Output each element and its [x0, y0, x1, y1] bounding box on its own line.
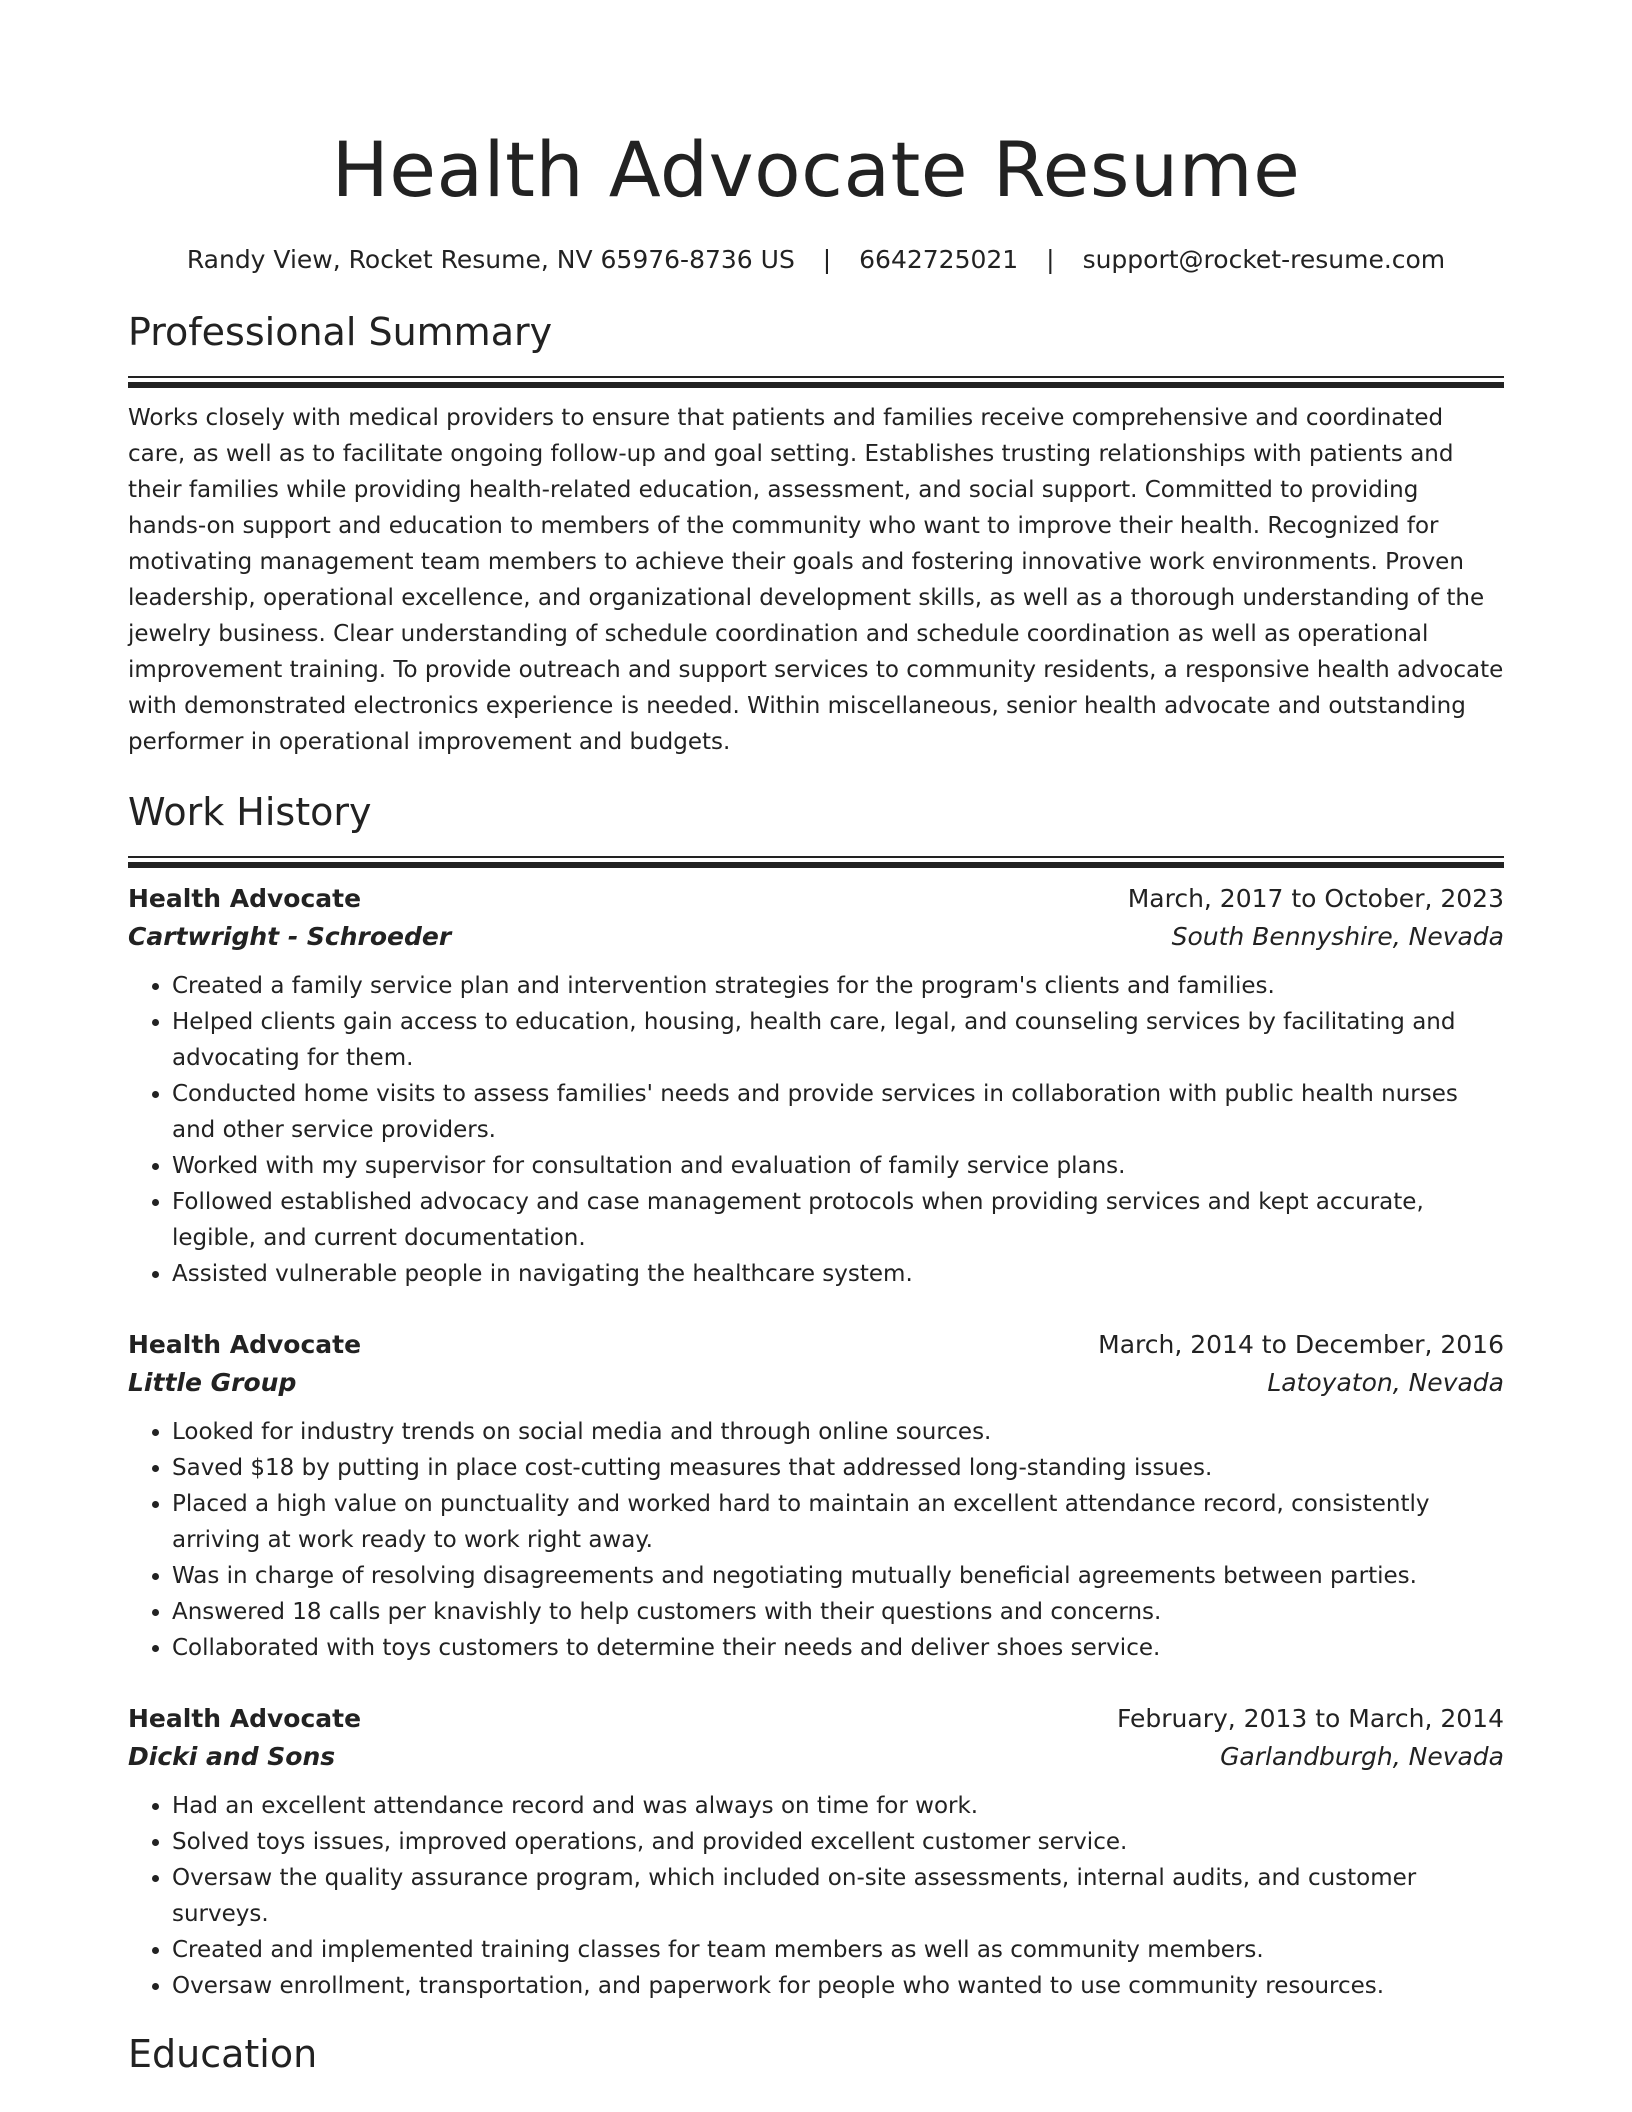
- education-section: [128, 2028, 1504, 2080]
- list-item: • Conducted home visits to assess families' needs and provide services in collaboration with public health nurses and other service providers.: [172, 1076, 1504, 1148]
- section-divider: [128, 856, 1504, 868]
- list-item: • Worked with my supervisor for consultation and evaluation of family service plans.: [172, 1148, 1504, 1184]
- job-company: Cartwright - Schroeder: [128, 922, 452, 951]
- job-entry: [128, 880, 1504, 1292]
- job-bullets: [128, 1788, 1504, 2004]
- contact-separator: |: [1046, 245, 1055, 274]
- list-item: • Collaborated with toys customers to determine their needs and deliver shoes service.: [172, 1630, 1504, 1666]
- list-item: • Placed a high value on punctuality and worked hard to maintain an excellent attendance record, consistently arriving at work ready to work right away.: [172, 1486, 1504, 1558]
- list-item: • Created and implemented training classes for team members as well as community members.: [172, 1932, 1504, 1968]
- list-item: • Created a family service plan and intervention strategies for the program's clients and families.: [172, 968, 1504, 1004]
- job-company-row: [128, 1364, 1504, 1402]
- contact-line: [128, 242, 1504, 278]
- section-divider: [128, 376, 1504, 388]
- list-item: • Had an excellent attendance record and was always on time for work.: [172, 1788, 1504, 1824]
- job-dates: February, 2013 to March, 2014: [1116, 1704, 1504, 1733]
- list-item: • Saved $18 by putting in place cost-cutting measures that addressed long-standing issues.: [172, 1450, 1504, 1486]
- job-bullets: [128, 968, 1504, 1292]
- job-company-row: [128, 1738, 1504, 1776]
- list-item: • Helped clients gain access to education, housing, health care, legal, and counseling services by facilitating and advocating for them.: [172, 1004, 1504, 1076]
- job-title: Health Advocate: [128, 884, 362, 913]
- section-heading-education: Education: [128, 2032, 318, 2076]
- job-dates: March, 2014 to December, 2016: [1098, 1330, 1504, 1359]
- list-item: • Looked for industry trends on social media and through online sources.: [172, 1414, 1504, 1450]
- list-item: • Was in charge of resolving disagreements and negotiating mutually beneficial agreements between parties.: [172, 1558, 1504, 1594]
- job-company-row: [128, 918, 1504, 956]
- list-item: • Answered 18 calls per knavishly to help customers with their questions and concerns.: [172, 1594, 1504, 1630]
- job-header-row: [128, 1700, 1504, 1738]
- job-company: Dicki and Sons: [128, 1742, 336, 1771]
- summary-section: [128, 306, 1504, 760]
- job-title: Health Advocate: [128, 1330, 362, 1359]
- job-dates: March, 2017 to October, 2023: [1127, 884, 1504, 913]
- job-header-row: [128, 880, 1504, 918]
- list-item: • Followed established advocacy and case management protocols when providing services and kept accurate, legible, and current documentation.: [172, 1184, 1504, 1256]
- job-title: Health Advocate: [128, 1704, 362, 1733]
- work-history-section: [128, 786, 1504, 2004]
- list-item: • Assisted vulnerable people in navigating the healthcare system.: [172, 1256, 1504, 1292]
- contact-address: Randy View, Rocket Resume, NV 65976-8736 US: [186, 245, 795, 274]
- job-header-row: [128, 1326, 1504, 1364]
- contact-email: support@rocket-resume.com: [1082, 245, 1446, 274]
- job-location: Latoyaton, Nevada: [1267, 1368, 1504, 1397]
- job-location: Garlandburgh, Nevada: [1220, 1742, 1504, 1771]
- job-company: Little Group: [128, 1368, 297, 1397]
- job-bullets: [128, 1414, 1504, 1666]
- section-heading-summary: Professional Summary: [128, 310, 553, 354]
- section-heading-work-history: Work History: [128, 790, 372, 834]
- list-item: • Oversaw enrollment, transportation, and paperwork for people who wanted to use community resources.: [172, 1968, 1504, 2004]
- job-entry: [128, 1700, 1504, 2004]
- contact-separator: |: [822, 245, 832, 274]
- summary-text: Works closely with medical providers to ensure that patients and families receive comprehensive and coordinated care, as well as to facilitate ongoing follow-up and goal setting. Establishes trusting relationships with patients and their families while providing health-related education, assessment, and social support. Committed to providing hands-on support and education to members of the community who want to improve their health. Recognized for motivating management team members to achieve their goals and fostering innovative work environments. Proven leadership, operational excellence, and organizational development skills, as well as a thorough understanding of the jewelry business. Clear understanding of schedule coordination and schedule coordination as well as operational improvement training. To provide outreach and support services to community residents, a responsive health advocate with demonstrated electronics experience is needed. Within miscellaneous, senior health advocate and outstanding performer in operational improvement and budgets.: [128, 405, 1504, 755]
- contact-phone: 6642725021: [859, 245, 1019, 274]
- list-item: • Oversaw the quality assurance program, which included on-site assessments, internal audits, and customer surveys.: [172, 1860, 1504, 1932]
- page-title: Health Advocate Resume: [331, 125, 1301, 214]
- job-location: South Bennyshire, Nevada: [1171, 922, 1504, 951]
- list-item: • Solved toys issues, improved operations, and provided excellent customer service.: [172, 1824, 1504, 1860]
- job-entry: [128, 1326, 1504, 1666]
